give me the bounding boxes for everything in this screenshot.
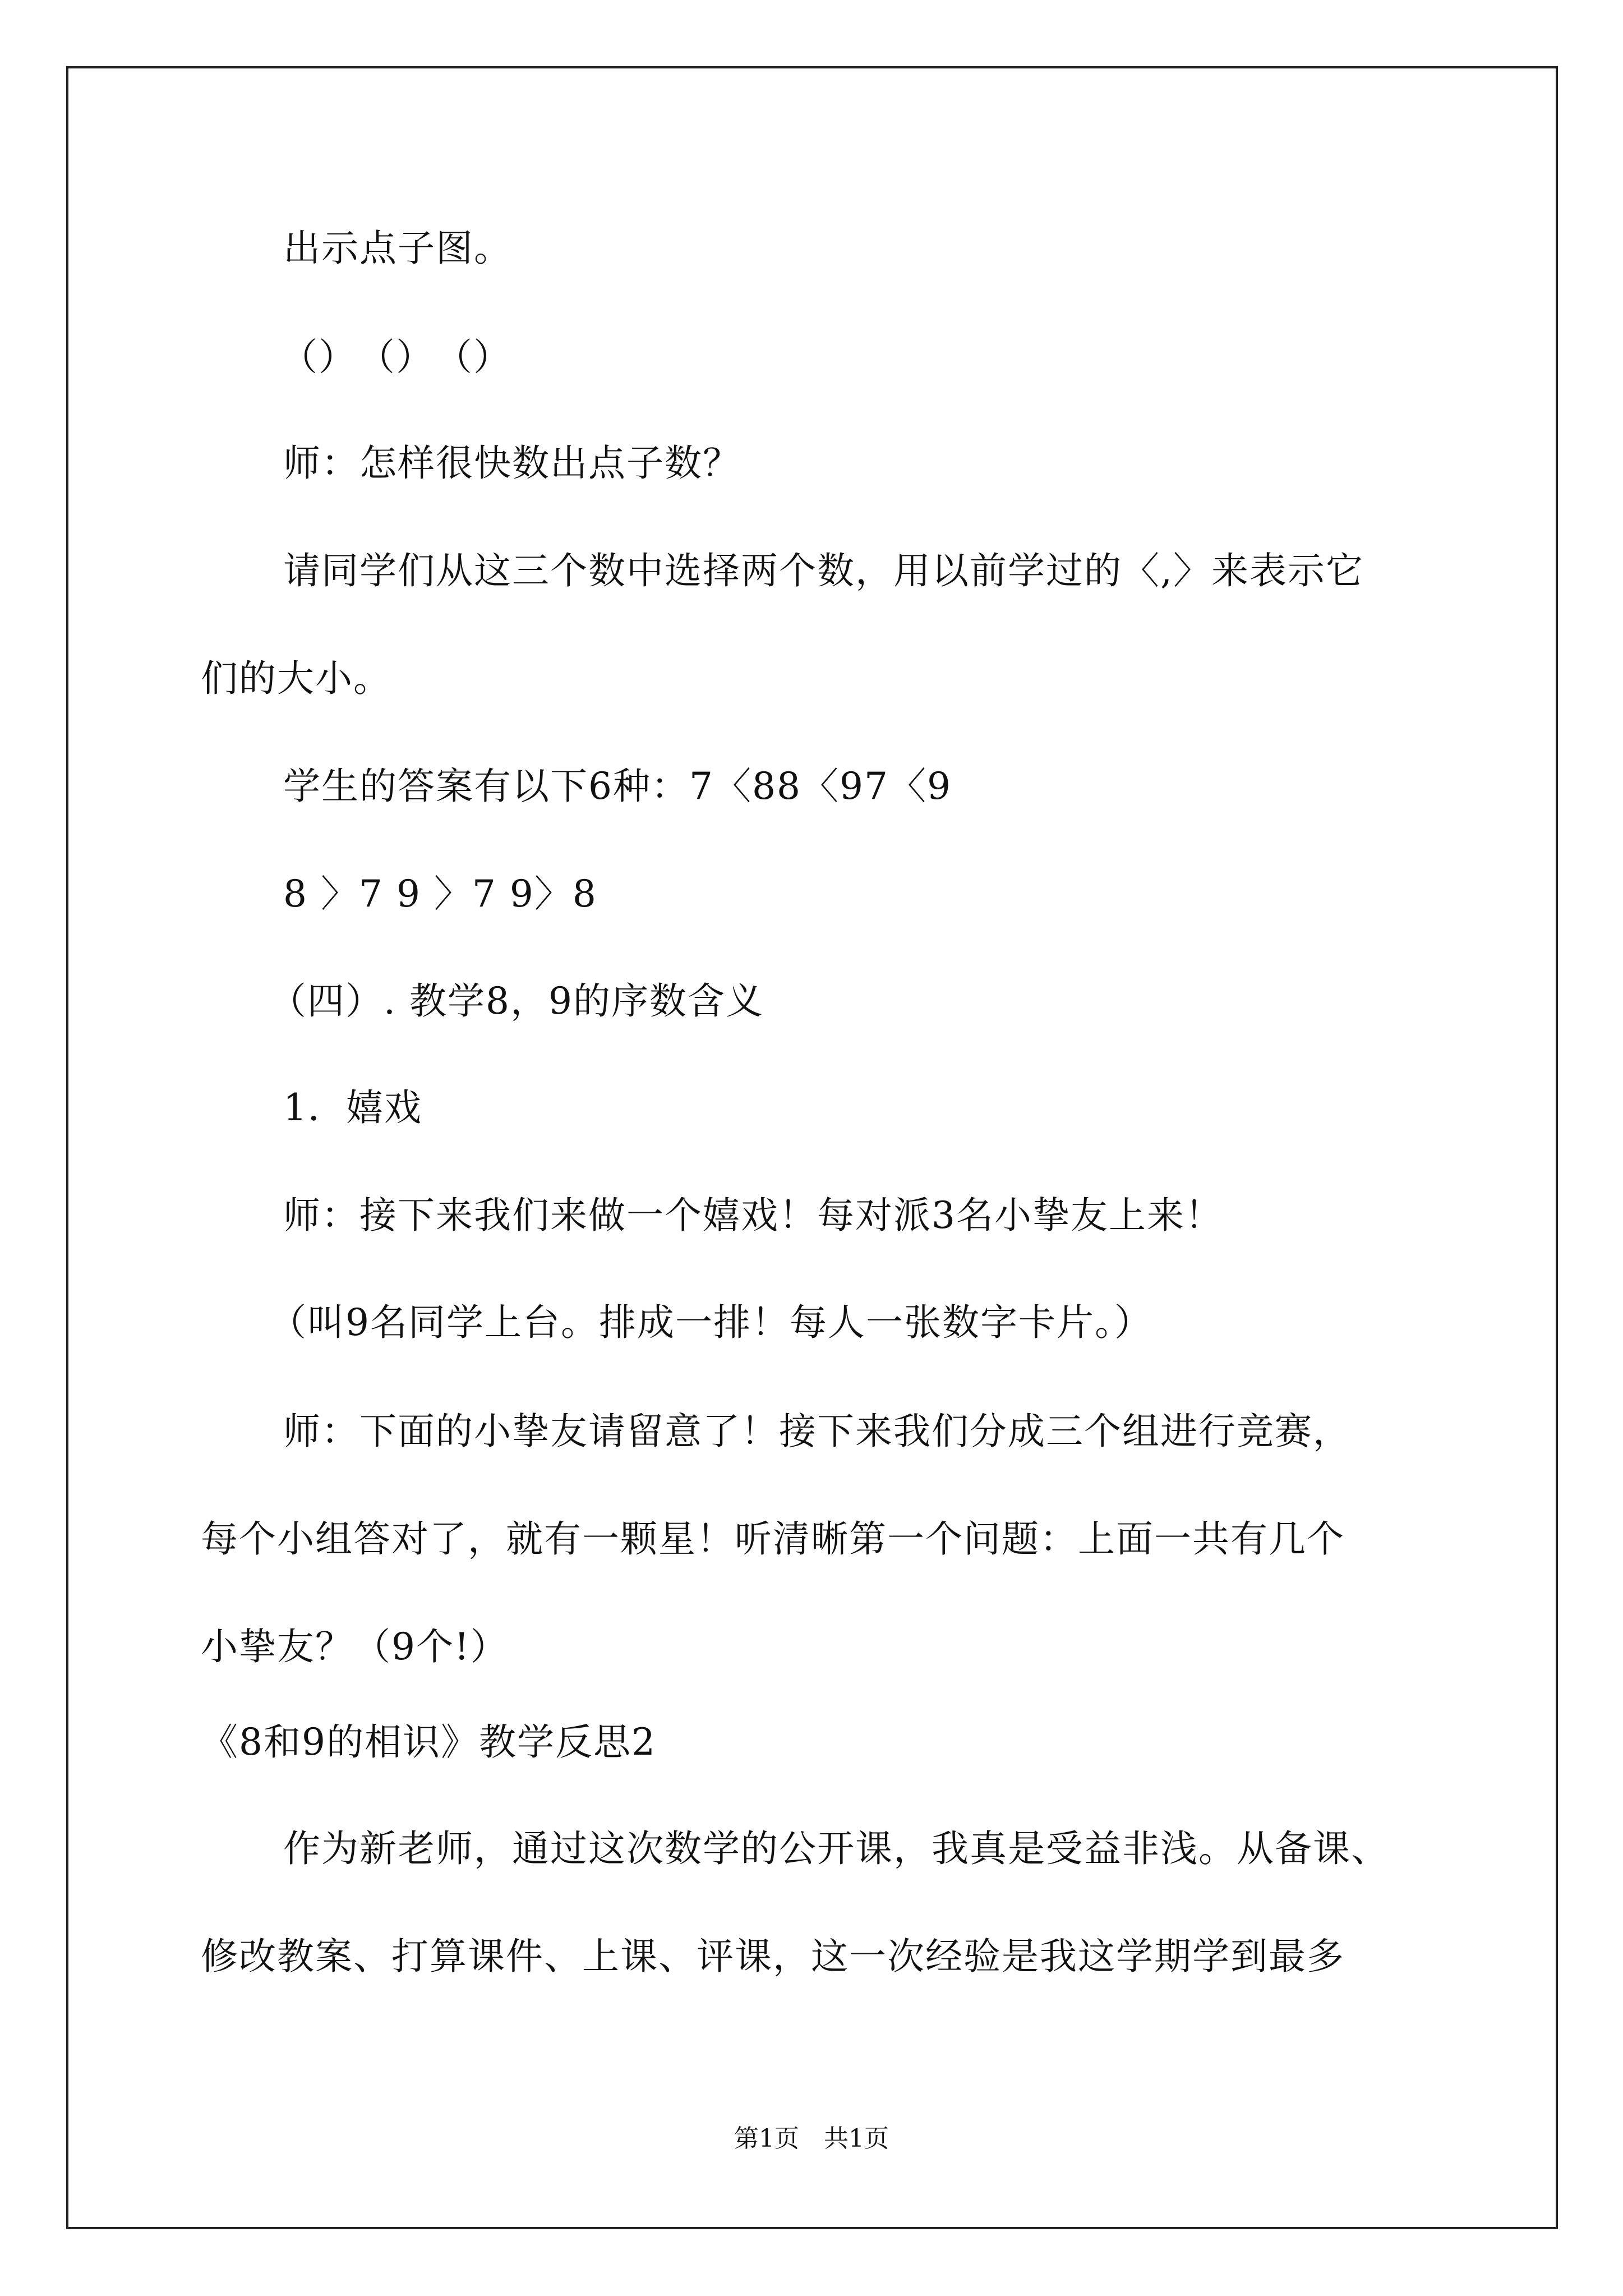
- section-heading: （四）. 教学8，9的序数含义: [269, 979, 764, 1023]
- text-line: 修改教案、打算课件、上课、评课，这一次经验是我这学期学到最多: [201, 1935, 1345, 1978]
- text-line: （叫9名同学上台。排成一排！每人一张数字卡片。）: [269, 1301, 1152, 1344]
- text-line: 师：下面的小挚友请留意了！接下来我们分成三个组进行竞赛，: [283, 1410, 1351, 1453]
- text-line: 们的大小。: [201, 657, 391, 700]
- text-line: 8 〉7 9 〉7 9〉8: [283, 872, 597, 915]
- text-line: （） （） （）: [280, 335, 511, 379]
- subsection-heading: 1．嬉戏: [283, 1086, 422, 1129]
- text-line: 学生的答案有以下6种：7〈88〈97〈9: [283, 765, 952, 808]
- page-footer: 第1页 共1页: [734, 2124, 889, 2153]
- text-line: 出示点子图。: [283, 227, 512, 270]
- section-title: 《8和9的相识》教学反思2: [201, 1720, 656, 1764]
- text-line: 作为新老师，通过这次数学的公开课，我真是受益非浅。从备课、: [283, 1827, 1389, 1870]
- text-line: 请同学们从这三个数中选择两个数，用以前学过的〈,〉来表示它: [283, 549, 1364, 592]
- text-line: 小挚友？（9个!）: [201, 1625, 509, 1668]
- text-line: 师：接下来我们来做一个嬉戏！每对派3名小挚友上来！: [283, 1194, 1223, 1237]
- text-line: 师：怎样很快数出点子数？: [283, 441, 741, 485]
- page-border: [66, 66, 1558, 2229]
- text-line: 每个小组答对了，就有一颗星！听清晰第一个问题：上面一共有几个: [201, 1517, 1345, 1561]
